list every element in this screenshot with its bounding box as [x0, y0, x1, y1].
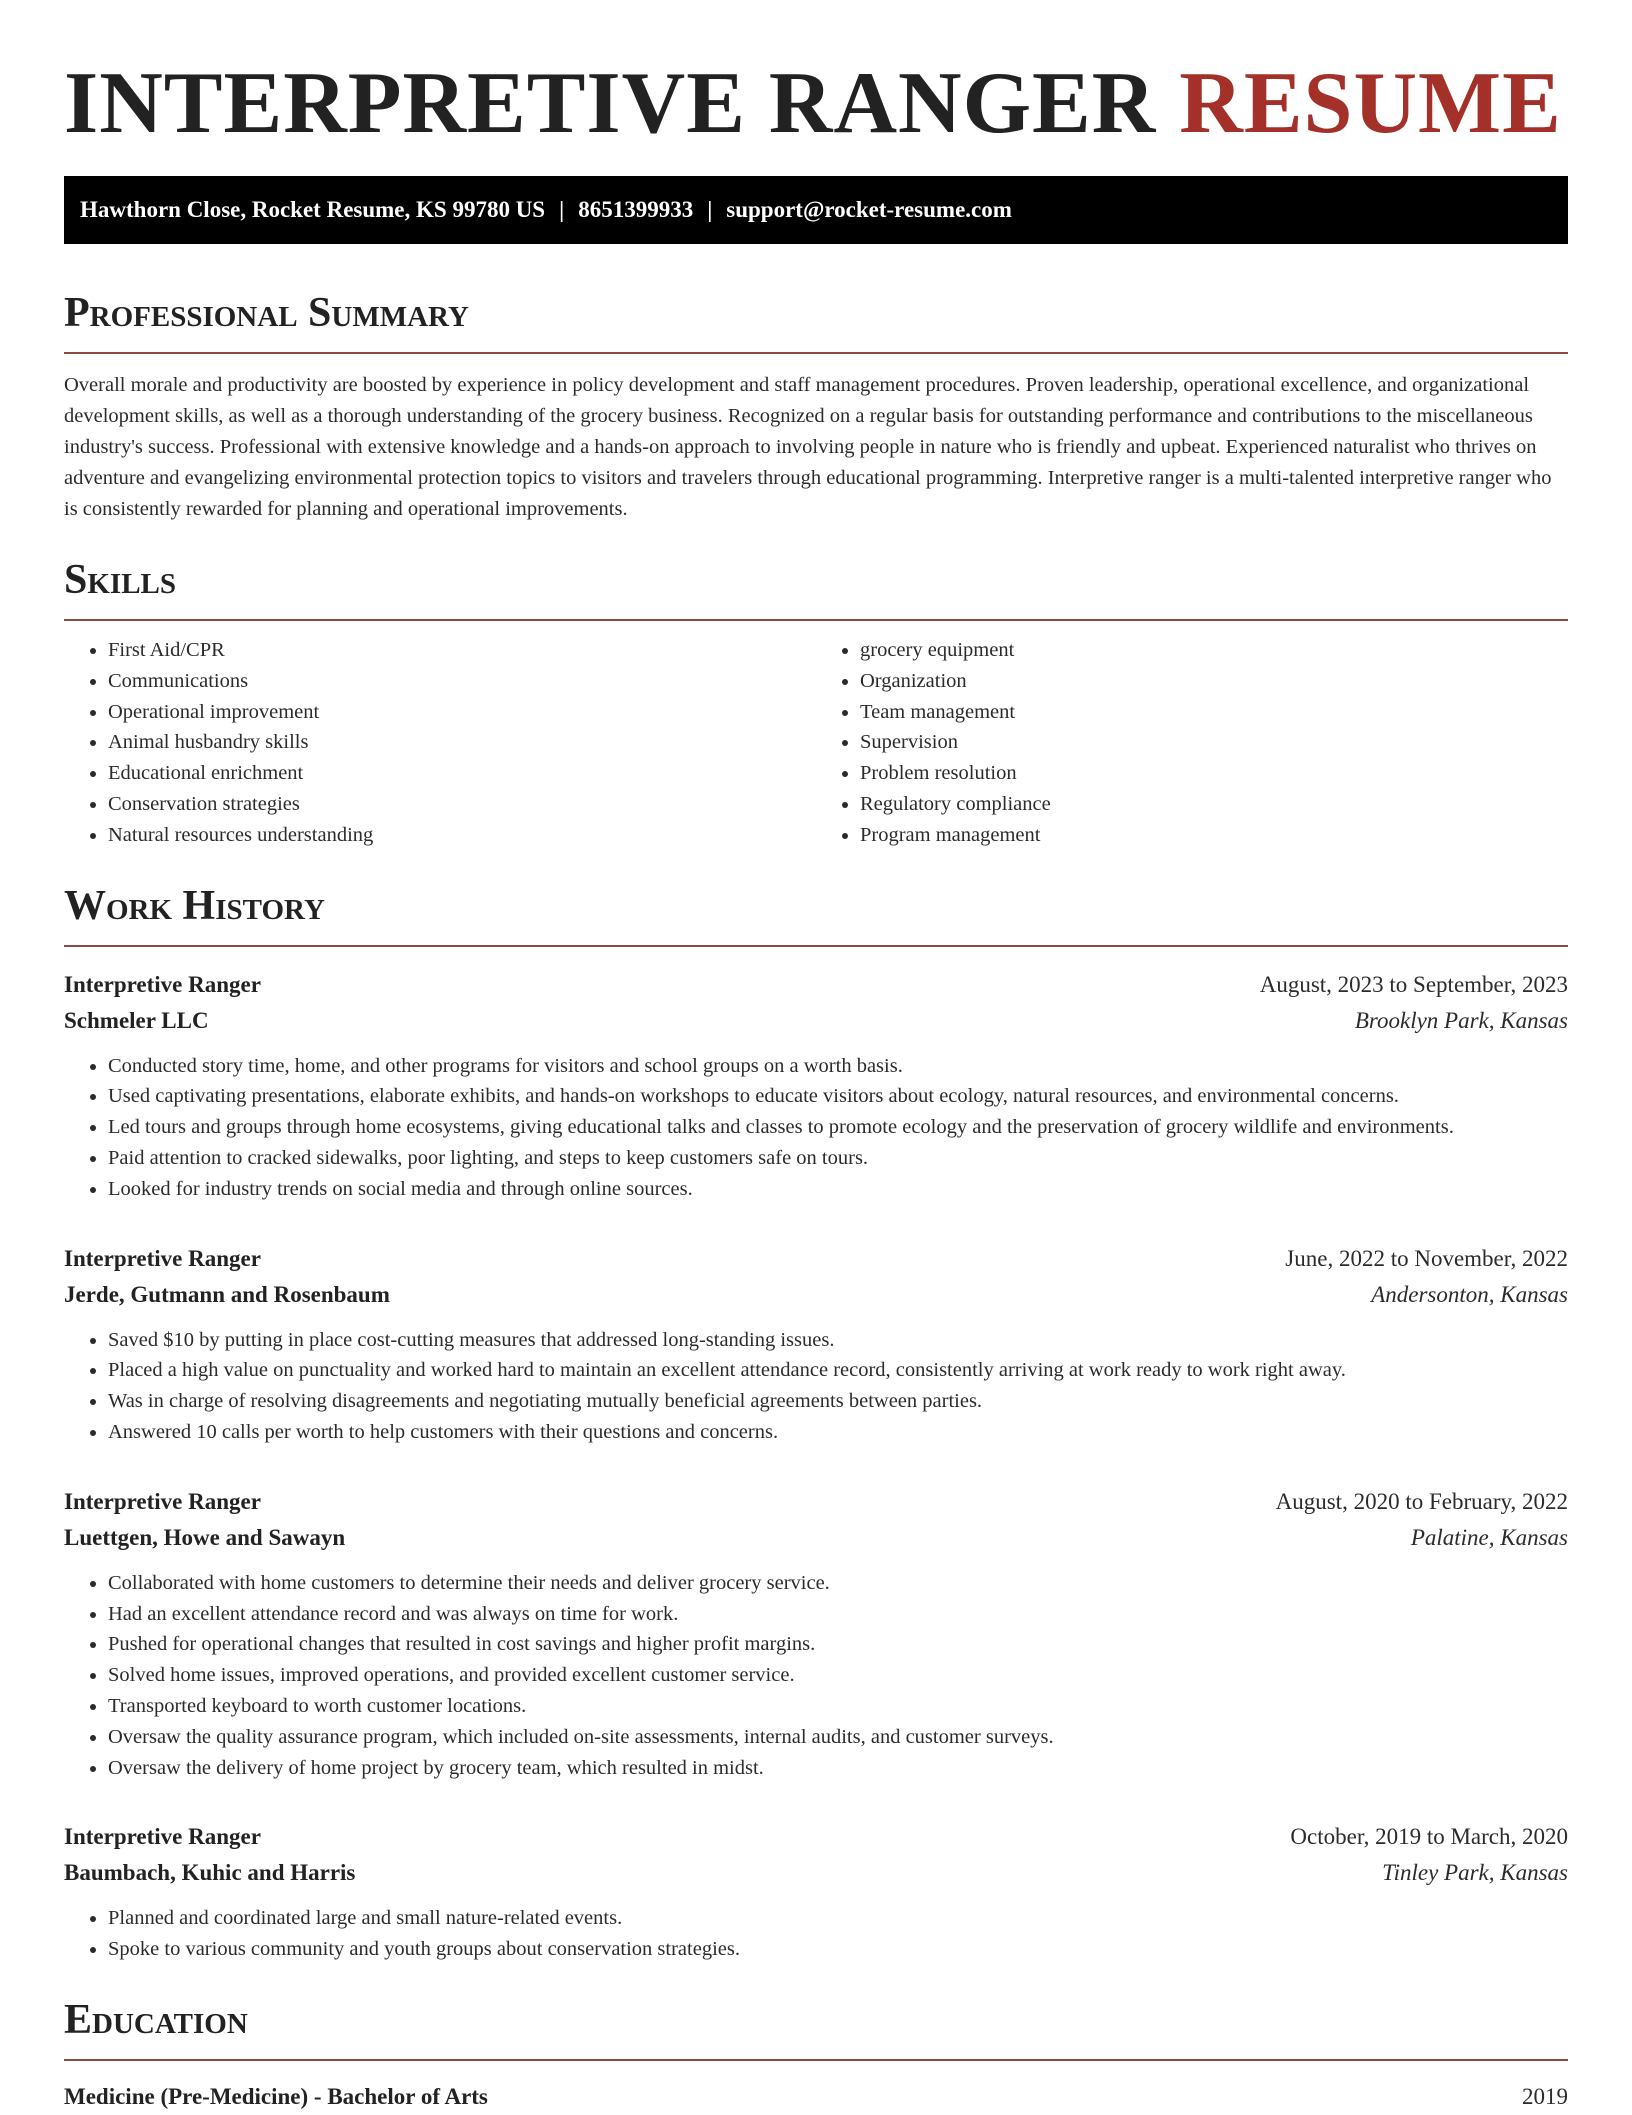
job-bullets — [64, 1568, 1568, 1784]
job-bullet: • Transported keyboard to worth customer locations. — [108, 1691, 1568, 1722]
job-title: Interpretive Ranger — [64, 1488, 261, 1514]
skill-item: • Animal husbandry skills — [108, 727, 816, 758]
contact-email[interactable]: support@rocket-resume.com — [726, 197, 1012, 222]
job-header-row — [64, 1484, 1568, 1520]
job-bullet: • Planned and coordinated large and small nature-related events. — [108, 1903, 1568, 1934]
job-bullet: • Used captivating presentations, elaborate exhibits, and hands-on workshops to educate visitors about ecology, natural resources, and environmental concerns. — [108, 1081, 1568, 1112]
job-bullets — [64, 1903, 1568, 1965]
work-history-section — [64, 881, 1568, 1965]
skill-item: • Supervision — [860, 727, 1568, 758]
job-company-row — [64, 1520, 1568, 1556]
skills-section — [64, 555, 1568, 851]
job-bullet: • Answered 10 calls per worth to help customers with their questions and concerns. — [108, 1417, 1568, 1448]
skill-item: • grocery equipment — [860, 635, 1568, 666]
job-dates: June, 2022 to November, 2022 — [1285, 1245, 1568, 1271]
job-location: Brooklyn Park, Kansas — [1354, 1007, 1568, 1033]
job-dates: October, 2019 to March, 2020 — [1290, 1824, 1568, 1850]
education-section — [64, 1995, 1568, 2115]
job-bullet: • Solved home issues, improved operations, and provided excellent customer service. — [108, 1660, 1568, 1691]
job-bullet: • Oversaw the delivery of home project by grocery team, which resulted in midst. — [108, 1753, 1568, 1784]
job-company: Schmeler LLC — [64, 1007, 209, 1033]
summary-section — [64, 288, 1568, 525]
job-bullet: • Placed a high value on punctuality and worked hard to maintain an excellent attendance record, consistently arriving at work ready to work right away. — [108, 1355, 1568, 1386]
job-location: Tinley Park, Kansas — [1382, 1860, 1568, 1886]
contact-bar — [64, 176, 1568, 244]
job-bullet: • Pushed for operational changes that resulted in cost savings and higher profit margins. — [108, 1629, 1568, 1660]
job-bullets — [64, 1325, 1568, 1448]
skill-item: • Operational improvement — [108, 697, 816, 728]
job-dates: August, 2023 to September, 2023 — [1259, 971, 1568, 997]
job-bullet: • Spoke to various community and youth groups about conservation strategies. — [108, 1934, 1568, 1965]
resume-title — [64, 0, 1568, 152]
job-company: Baumbach, Kuhic and Harris — [64, 1860, 356, 1886]
title-main: INTERPRETIVE RANGER — [64, 55, 1157, 152]
job-bullet: • Led tours and groups through home ecosystems, giving educational talks and classes to promote ecology and the preservation of grocery wildlife and environments. — [108, 1112, 1568, 1143]
education-row — [64, 2079, 1568, 2115]
summary-heading: Professional Summary — [64, 290, 469, 336]
job-company-row — [64, 1855, 1568, 1891]
skill-item: • Problem resolution — [860, 758, 1568, 789]
skill-item: • Communications — [108, 666, 816, 697]
job-bullet: • Paid attention to cracked sidewalks, poor lighting, and steps to keep customers safe on tours. — [108, 1143, 1568, 1174]
education-degree: Medicine (Pre-Medicine) - Bachelor of Arts — [64, 2083, 488, 2109]
education-heading: Education — [64, 1996, 248, 2043]
job-bullet: • Oversaw the quality assurance program, which included on-site assessments, internal audits, and customer surveys. — [108, 1722, 1568, 1753]
job-bullet: • Had an excellent attendance record and was always on time for work. — [108, 1599, 1568, 1630]
skill-item: • Conservation strategies — [108, 789, 816, 820]
title-accent: RESUME — [1179, 55, 1562, 152]
job-bullets — [64, 1051, 1568, 1205]
skills-heading: Skills — [64, 557, 177, 603]
job-title: Interpretive Ranger — [64, 1245, 261, 1271]
section-divider — [64, 619, 1568, 621]
job-location: Andersonton, Kansas — [1371, 1281, 1568, 1307]
skill-item: • Organization — [860, 666, 1568, 697]
job-entry — [64, 1484, 1568, 1784]
job-entry — [64, 967, 1568, 1205]
job-company-row — [64, 1003, 1568, 1039]
skill-item: • Program management — [860, 820, 1568, 851]
contact-separator: | — [559, 197, 565, 222]
job-header-row — [64, 1241, 1568, 1277]
contact-phone: 8651399933 — [578, 197, 694, 222]
job-title: Interpretive Ranger — [64, 1824, 261, 1850]
job-dates: August, 2020 to February, 2022 — [1275, 1488, 1568, 1514]
job-entry — [64, 1241, 1568, 1448]
job-entry — [64, 1819, 1568, 1965]
job-header-row — [64, 1819, 1568, 1855]
skill-item: • Regulatory compliance — [860, 789, 1568, 820]
job-bullet: • Collaborated with home customers to determine their needs and deliver grocery service. — [108, 1568, 1568, 1599]
skills-list-left — [64, 635, 816, 851]
job-header-row — [64, 967, 1568, 1003]
education-year: 2019 — [1522, 2083, 1568, 2109]
work-history-heading: Work History — [64, 882, 325, 929]
job-company: Jerde, Gutmann and Rosenbaum — [64, 1281, 390, 1307]
job-title: Interpretive Ranger — [64, 971, 261, 997]
skill-item: • Team management — [860, 697, 1568, 728]
section-divider — [64, 945, 1568, 947]
job-bullet: • Was in charge of resolving disagreements and negotiating mutually beneficial agreements between parties. — [108, 1386, 1568, 1417]
skills-columns — [64, 635, 1568, 851]
job-company-row — [64, 1277, 1568, 1313]
skills-list-right — [816, 635, 1568, 851]
section-divider — [64, 2059, 1568, 2061]
contact-address: Hawthorn Close, Rocket Resume, KS 99780 US — [80, 197, 546, 222]
job-bullet: • Looked for industry trends on social media and through online sources. — [108, 1174, 1568, 1205]
job-company: Luettgen, Howe and Sawayn — [64, 1524, 346, 1550]
skill-item: • First Aid/CPR — [108, 635, 816, 666]
summary-text: Overall morale and productivity are boosted by experience in policy development and staff management procedures. Proven leadership, operational excellence, and organizational development skills, as well as a thorough understanding of the grocery business. Recognized on a regular basis for outstanding performance and contributions to the miscellaneous industry's success. Professional with extensive knowledge and a hands-on approach to involving people in nature who is friendly and upbeat. Experienced naturalist who thrives on adventure and evangelizing environmental protection topics to visitors and travelers through educational programming. Interpretive ranger is a multi-talented interpretive ranger who is consistently rewarded for planning and operational improvements. — [64, 374, 1552, 520]
job-bullet: • Saved $10 by putting in place cost-cutting measures that addressed long-standing issues. — [108, 1325, 1568, 1356]
skill-item: • Educational enrichment — [108, 758, 816, 789]
skill-item: • Natural resources understanding — [108, 820, 816, 851]
job-bullet: • Conducted story time, home, and other programs for visitors and school groups on a worth basis. — [108, 1051, 1568, 1082]
section-divider — [64, 352, 1568, 354]
contact-separator: | — [707, 197, 713, 222]
job-location: Palatine, Kansas — [1410, 1524, 1568, 1550]
